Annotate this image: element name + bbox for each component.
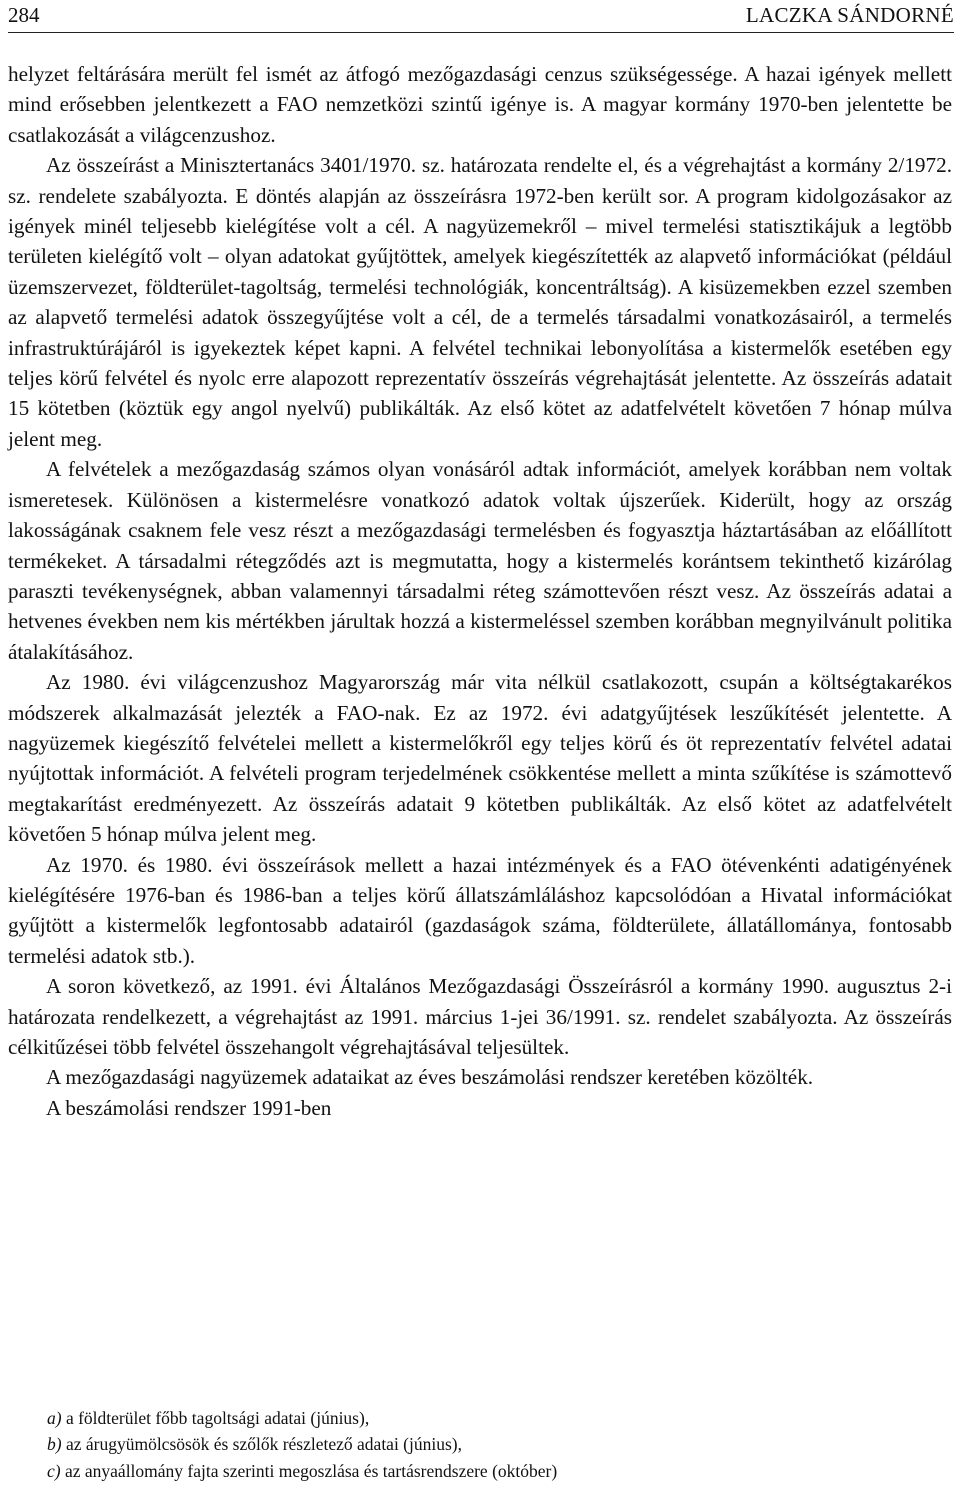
list-item-text: az árugyümölcsösök és szőlők részletező adatai (június),	[61, 1434, 463, 1455]
paragraph: A mezőgazdasági nagyüzemek adataikat az éves beszámolási rendszer keretében közölték.	[46, 1065, 814, 1090]
body-text	[8, 59, 952, 1123]
paragraph: Az 1980. évi világcenzushoz Magyarország már vita nélkül csatlakozott, csupán a költségtakarékos módszerek alkalmazását jelezték a FAO-nak. Ez az 1972. évi adatgyűjtések leszűkítését jelentette. A nagyüzemek kiegészítő felvételei mellett a kistermelőkről egy teljes körű és öt reprezentatív felvétel adatai nyújtottak információt. A felvételi program terjedelmének csökkentése mellett a minta szűkítése is számottevő megtakarítást eredményezett. Az összeírás adatait 9 kötetben publikálták. Az első kötet az adatfelvételt követően 5 hónap múlva jelent meg.	[8, 670, 952, 847]
paragraph: A soron következő, az 1991. évi Általános Mezőgazdasági Összeírásról a kormány 1990. augusztus 2-i határozata rendelkezett, a végrehajtást az 1991. március 1-jei 36/1991. sz. rendelet szabályozta. Az összeírás célkitűzései több felvétel összehangolt végrehajtásával teljesültek.	[8, 974, 952, 1059]
enumerated-list	[47, 1405, 947, 1484]
page-number: 284	[8, 3, 40, 27]
list-item	[47, 1405, 947, 1431]
list-item	[47, 1458, 947, 1484]
paragraph: Az összeírást a Minisztertanács 3401/1970. sz. határozata rendelte el, és a végrehajtást a kormány 2/1972. sz. rendelete szabályozta. E döntés alapján az összeírásra 1972-ben került sor. A program kidolgozásakor az igények minél teljesebb kielégítése volt a cél. A nagyüzemekről – mivel termelési statisztikájuk a legtöbb területen kielégítő volt – olyan adatokat gyűjtöttek, amelyek kiegészítették az alapvető információkat (például üzemszervezet, földterület-tagoltság, termelési technológiák, koncentráltság). A kisüzemekben ezzel szemben az alapvető termelési adatok összegyűjtése volt a cél, de a termelés társadalmi vonatkozásairól, a termelés infrastruktúrájáról is igyekeztek képet kapni. A felvétel technikai lebonyolítása a kistermelők esetében egy teljes körű felvétel és nyolc erre alapozott reprezentatív összeírás végrehajtását jelentette. Az összeírás adatait 15 kötetben (köztük egy angol nyelvű) publikálták. Az első kötet az adatfelvételt követően 7 hónap múlva jelent meg.	[8, 153, 952, 451]
paragraph: helyzet feltárására merült fel ismét az átfogó mezőgazdasági cenzus szükségessége. A hazai igények mellett mind erősebben jelentkezett a FAO nemzetközi szintű igénye is. A magyar kormány 1970-ben jelentette be csatlakozását a világcenzushoz.	[8, 62, 952, 147]
running-head-author: LACZKA SÁNDORNÉ	[745, 3, 954, 27]
paragraph: A felvételek a mezőgazdaság számos olyan vonásáról adtak információt, amelyek korábban nem voltak ismeretesek. Különösen a kistermelésre vonatkozó adatok voltak újszerűek. Kiderült, hogy az ország lakosságának csaknem fele vesz részt a mezőgazdasági termelésben és fogyasztja háztartásában az előállított termékeket. A társadalmi rétegződés azt is megmutatta, hogy a kistermelés korántsem tekinthető kizárólag paraszti tevékenységnek, abban valamennyi társadalmi réteg számottevően részt vesz. Az összeírás adatai a hetvenes években nem kis mértékben járultak hozzá a kistermeléssel szemben korábban megnyilvánult politika átalakításához.	[8, 457, 952, 664]
list-item-letter: a)	[47, 1408, 62, 1428]
list-item-text: az anyaállomány fajta szerinti megoszlása és tartásrendszere (október)	[60, 1460, 558, 1481]
list-item-letter: b)	[47, 1434, 62, 1455]
paragraph: A beszámolási rendszer 1991-ben	[46, 1095, 332, 1120]
list-item-letter: c)	[47, 1460, 61, 1481]
list-item	[47, 1431, 947, 1457]
paragraph: Az 1970. és 1980. évi összeírások mellett a hazai intézmények és a FAO ötévenkénti adatigényének kielégítésére 1976-ban és 1986-ban a teljes körű állatszámláláshoz kapcsolódóan a Hivatal információkat gyűjtött a kistermelők legfontosabb adatairól (gazdaságok száma, földterülete, állatállománya, fontosabb termelési adatok stb.).	[8, 852, 952, 968]
list-item-text: a földterület főbb tagoltsági adatai (június),	[61, 1408, 370, 1428]
page-header	[8, 2, 954, 33]
